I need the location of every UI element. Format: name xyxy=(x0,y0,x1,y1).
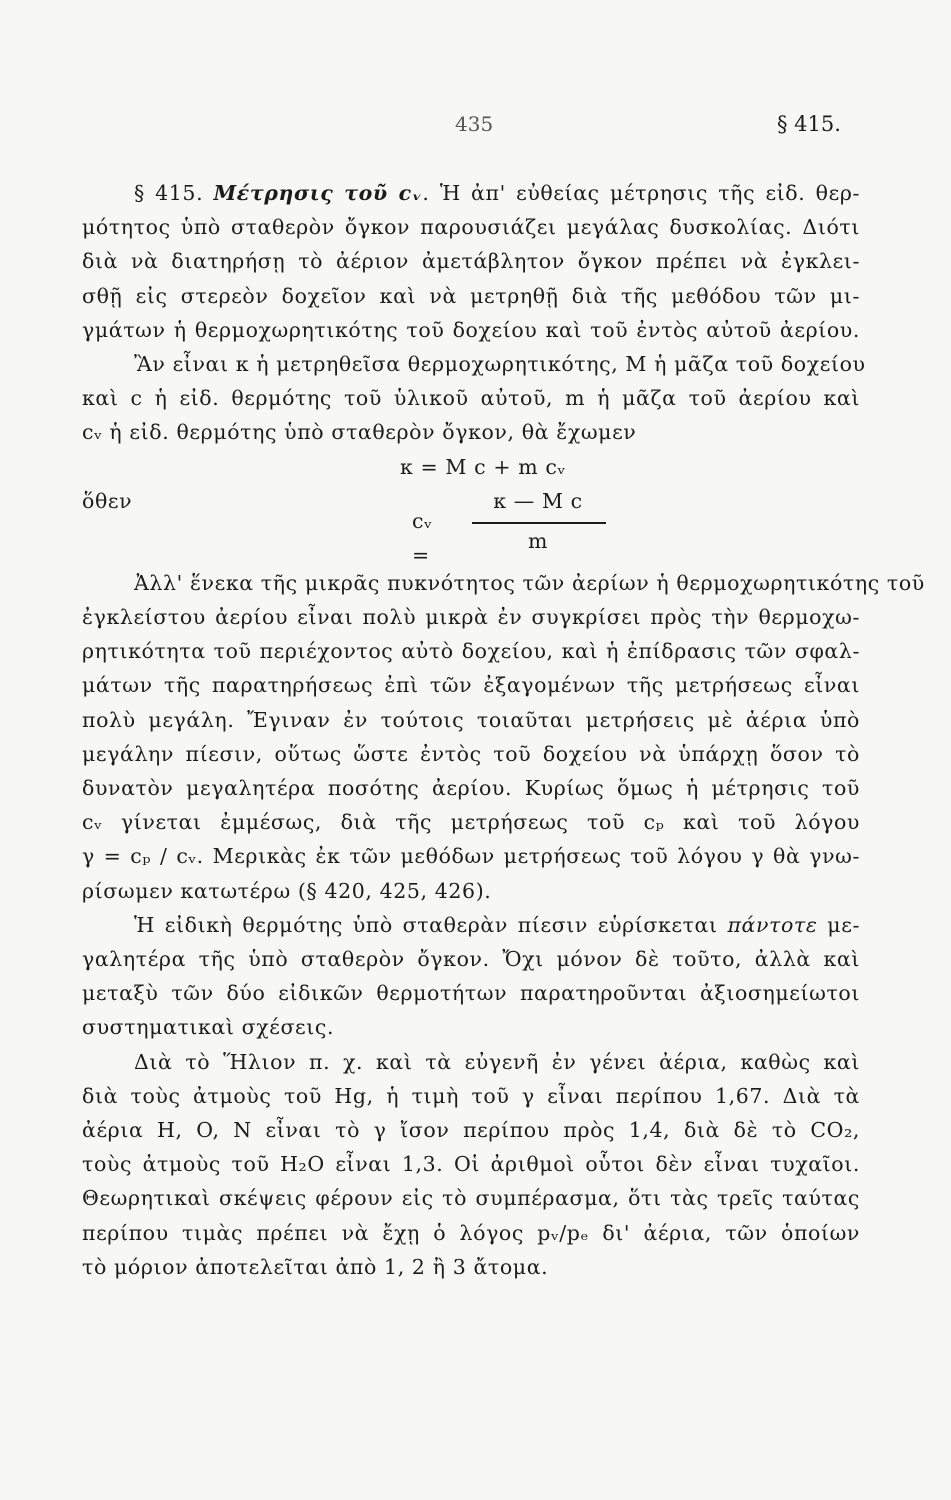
section-mark: § 415. xyxy=(134,181,204,205)
text-line: Ἀλλ' ἕνεκα τῆς μικρᾶς πυκνότητος τῶν ἀερίων ἡ θερμοχωρητικότης τοῦ xyxy=(134,570,925,595)
othen-word: ὅθεν xyxy=(82,488,133,513)
text-line: διὰ νὰ διατηρήσῃ τὸ ἀέριον ἀμετάβλητον ὄγκον πρέπει νὰ ἐγκλει- xyxy=(82,249,860,274)
text-line: cᵥ ἡ εἰδ. θερμότης ὑπὸ σταθερὸν ὄγκον, θὰ ἔχωμεν xyxy=(82,420,637,445)
text-line: ρητικότητα τοῦ περιέχοντος αὐτὸ δοχείου, καὶ ἡ ἐπίδρασις τῶν σφαλ- xyxy=(82,639,860,664)
formula-heat-capacity xyxy=(82,450,860,484)
text-line: διὰ τοὺς ἀτμοὺς τοῦ Hg, ἡ τιμὴ τοῦ γ εἶναι περίπου 1,67. Διὰ τὰ xyxy=(82,1083,860,1108)
text-line: τὸ μόριον ἀποτελεῖται ἀπὸ 1, 2 ἢ 3 ἄτομα. xyxy=(82,1254,549,1279)
text-line: μεγάλην πίεσιν, οὕτως ὥστε ἐντὸς τοῦ δοχείου νὰ ὑπάρχῃ ὅσον τὸ xyxy=(82,741,860,766)
text-line: δυνατὸν μεγαλητέρα ποσότης ἀερίου. Κυρίως ὅμως ἡ μέτρησις τοῦ xyxy=(82,776,860,801)
text-line: γμάτων ἡ θερμοχωρητικότης τοῦ δοχείου καὶ τοῦ ἐντὸς αὐτοῦ ἀερίου. xyxy=(82,317,860,342)
text-line: Ἂν εἶναι κ ἡ μετρηθεῖσα θερμοχωρητικότης, Μ ἡ μᾶζα τοῦ δοχείου xyxy=(134,352,866,377)
text-line: ἐγκλείστου ἀερίου εἶναι πολὺ μικρὰ ἐν συγκρίσει πρὸς τὴν θερμοχω- xyxy=(82,605,860,630)
formula-cv-block xyxy=(82,484,860,566)
text-line: συστηματικαὶ σχέσεις. xyxy=(82,1015,335,1040)
fraction-lhs: cᵥ = xyxy=(412,508,433,568)
text-line: περίπου τιμὰς πρέπει νὰ ἔχῃ ὁ λόγος pᵥ/pₑ δι' ἀέρια, τῶν ὁποίων xyxy=(82,1220,860,1245)
text-line: μότητος ὑπὸ σταθερὸν ὄγκον παρουσιάζει μεγάλας δυσκολίας. Διότι xyxy=(82,215,860,240)
text-line: cᵥ γίνεται ἐμμέσως, διὰ τῆς μετρήσεως τοῦ cₚ καὶ τοῦ λόγου xyxy=(82,810,860,835)
text-line: Διὰ τὸ Ἥλιον π. χ. καὶ τὰ εὐγενῆ ἐν γένει ἀέρια, καθὼς καὶ xyxy=(134,1049,860,1074)
text-line: γ = cₚ / cᵥ. Μερικὰς ἐκ τῶν μεθόδων μετρήσεως τοῦ λόγου γ θὰ γνω- xyxy=(82,844,860,869)
section-title: Μέτρησις τοῦ cᵥ xyxy=(213,181,423,205)
emphasis-always: πάντοτε xyxy=(727,912,818,937)
text-segment: με- xyxy=(817,912,860,937)
text-line: γαλητέρα τῆς ὑπὸ σταθερὸν ὄγκον. Ὄχι μόνον δὲ τοῦτο, ἀλλὰ καὶ xyxy=(82,947,860,972)
paragraph-3-line-1 xyxy=(82,908,860,942)
text-segment: . Ἡ ἀπ' εὐθείας μέτρησις τῆς εἰδ. θερ- xyxy=(422,181,861,205)
text-line: τοὺς ἀτμοὺς τοῦ H₂O εἶναι 1,3. Οἱ ἀριθμοὶ οὗτοι δὲν εἶναι τυχαῖοι. xyxy=(82,1152,860,1177)
text-line: Θεωρητικαὶ σκέψεις φέρουν εἰς τὸ συμπέρασμα, ὅτι τὰς τρεῖς ταύτας xyxy=(82,1186,860,1211)
header-section-number: § 415. xyxy=(777,112,841,136)
text-line: ἀέρια H, O, N εἶναι τὸ γ ἴσον περίπου πρὸς 1,4, διὰ δὲ τὸ CO₂, xyxy=(82,1118,860,1143)
text-line: πολὺ μεγάλη. Ἔγιναν ἐν τούτοις τοιαῦται μετρήσεις μὲ ἀέρια ὑπὸ xyxy=(82,707,860,732)
text-segment: Ἡ εἰδικὴ θερμότης ὑπὸ σταθερὰν πίεσιν εὑρίσκεται xyxy=(134,912,728,937)
body-text xyxy=(82,176,925,1284)
text-line: μάτων τῆς παρατηρήσεως ἐπὶ τῶν ἐξαγομένων τῆς μετρήσεως εἶναι xyxy=(82,673,860,698)
fraction-denominator: m xyxy=(527,528,549,553)
text-line: σθῇ εἰς στερεὸν δοχεῖον καὶ νὰ μετρηθῇ διὰ τῆς μεθόδου τῶν μι- xyxy=(82,283,860,308)
paragraph-1-line-1 xyxy=(82,176,860,210)
text-line: καὶ c ἡ εἰδ. θερμότης τοῦ ὑλικοῦ αὐτοῦ, m ἡ μᾶζα τοῦ ἀερίου καὶ xyxy=(82,386,860,411)
text-line: μεταξὺ τῶν δύο εἰδικῶν θερμοτήτων παρατηροῦνται ἀξιοσημείωτοι xyxy=(82,981,860,1006)
text-line: ρίσωμεν κατωτέρω (§ 420, 425, 426). xyxy=(82,878,492,903)
running-header xyxy=(0,112,951,152)
formula-1: κ = M c + m cᵥ xyxy=(400,454,566,479)
page-number: 435 xyxy=(455,112,494,136)
fraction-numerator: κ — M c xyxy=(493,488,583,513)
